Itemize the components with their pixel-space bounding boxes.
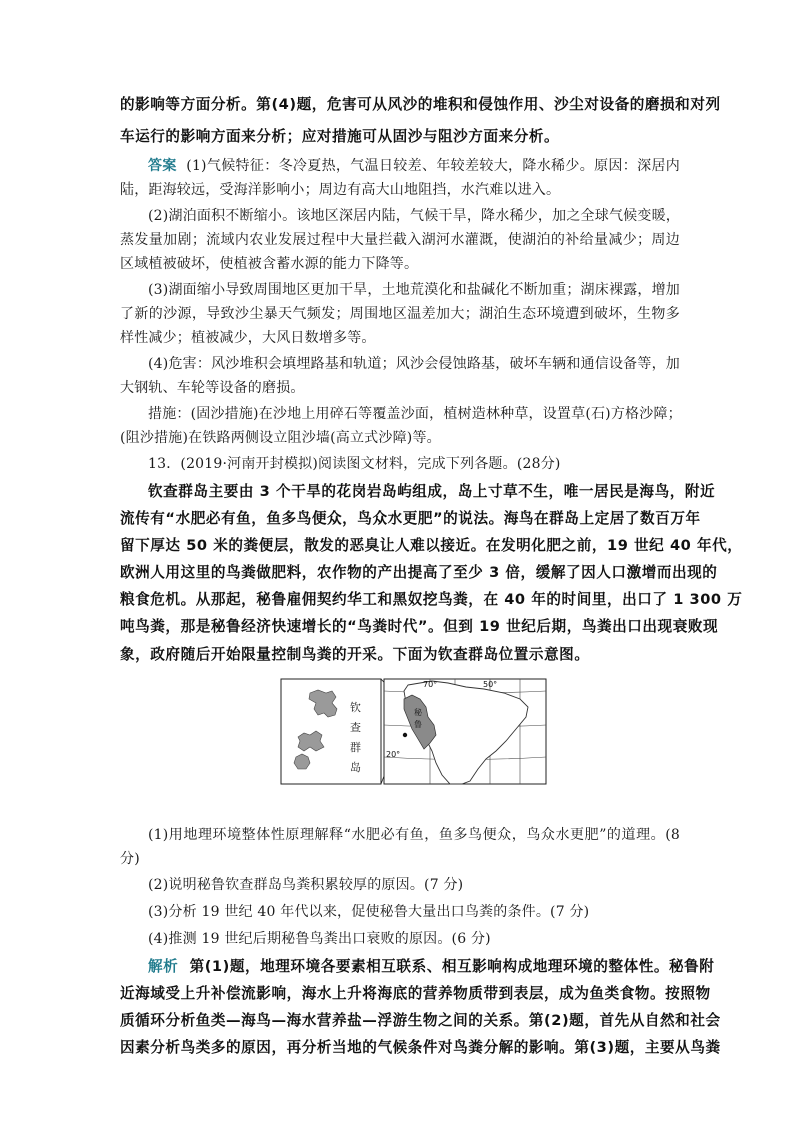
analysis-line-3: 质循环分析鱼类—海鸟—海水营养盐—浮游生物之间的关系。第(2)题，首先从自然和社会 [120, 1012, 721, 1029]
analysis-label: 解析 [148, 958, 179, 975]
chincha-islands-dot [403, 733, 407, 737]
answer-label: 答案 [148, 158, 177, 174]
answer-2-line-1: (2)湖泊面积不断缩小。该地区深居内陆，气候干旱，降水稀少，加之全球气候变暖， [148, 208, 680, 224]
lon-70-label: 70° [423, 680, 438, 689]
answer-line-2: 陆，距海较远，受海洋影响小；周边有高大山地阻挡，水汽难以进入。 [120, 182, 561, 198]
answer-2-line-3: 区域植被破坏，使植被含蓄水源的能力下降等。 [120, 256, 419, 272]
sub-question-4: (4)推测 19 世纪后期秘鲁鸟粪出口衰败的原因。(6 分) [148, 931, 491, 947]
inset-label-char-3: 群 [350, 741, 361, 754]
sub-question-1-line-2: 分) [120, 851, 140, 867]
sub-question-1-line-1: (1)用地理环境整体性原理解释“水肥必有鱼，鱼多鸟便众，鸟众水更肥”的道理。(8 [148, 827, 680, 843]
material-line-6: 吨鸟粪，那是秘鲁经济快速增长的“鸟粪时代”。但到 19 世纪后期，鸟粪出口出现衰败现 [120, 618, 719, 635]
answer-line-1 [148, 156, 680, 176]
inset-label-char-4: 岛 [350, 761, 361, 774]
answer-3-line-2: 了新的沙源，导致沙尘暴天气频发；周围地区温差加大；湖泊生态环境遭到破坏，生物多 [120, 306, 680, 322]
peru-label-char-2: 鲁 [414, 720, 422, 729]
material-line-4: 欧洲人用这里的鸟粪做肥料，农作物的产出提高了至少 3 倍，缓解了因人口激增而出现的 [120, 564, 718, 581]
lon-50-label: 50° [483, 680, 498, 689]
sub-question-3: (3)分析 19 世纪 40 年代以来，促使秘鲁大量出口鸟粪的条件。(7 分) [148, 904, 590, 920]
answer-4-line-1: (4)危害：风沙堆积会填埋路基和轨道；风沙会侵蚀路基，破坏车辆和通信设备等，加 [148, 356, 680, 372]
answer-3-line-3: 样性减少；植被减少，大风日数增多等。 [120, 330, 376, 346]
material-line-2: 流传有“水肥必有鱼，鱼多鸟便众，鸟众水更肥”的说法。海鸟在群岛上定居了数百万年 [120, 510, 701, 527]
peru-label-char-1: 秘 [414, 708, 422, 717]
material-line-1: 钦查群岛主要由 3 个干旱的花岗岩岛屿组成，岛上寸草不生，唯一居民是海鸟，附近 [148, 483, 716, 500]
material-line-5: 粮食危机。从那起，秘鲁雇佣契约华工和黑奴挖鸟粪，在 40 年的时间里，出口了 1 300 万 [120, 591, 743, 608]
answer-2-line-2: 蒸发量加剧；流域内农业发展过程中大量拦截入湖河水灌溉，使湖泊的补给量减少；周边 [120, 232, 680, 248]
answer-1-text: (1)气候特征：冬冷夏热，气温日较差、年较差较大，降水稀少。原因：深居内 [186, 158, 680, 174]
analysis-text-1: 第(1)题，地理环境各要素相互联系、相互影响构成地理环境的整体性。秘鲁附 [189, 958, 715, 975]
map-figure [280, 677, 548, 789]
analysis-line-4: 因素分析鸟类多的原因，再分析当地的气候条件对鸟粪分解的影响。第(3)题，主要从鸟粪 [120, 1039, 721, 1056]
intro-line-2: 车运行的影响方面来分析；应对措施可从固沙与阻沙方面来分析。 [120, 128, 560, 145]
chincha-islands-location-map [280, 677, 548, 789]
answer-5-line-1: 措施：(固沙措施)在沙地上用碎石等覆盖沙面，植树造林种草，设置草(石)方格沙障； [148, 406, 682, 422]
material-line-3: 留下厚达 50 米的粪便层，散发的恶臭让人难以接近。在发明化肥之前，19 世纪 40 年代， [120, 537, 743, 554]
inset-label-char-1: 钦 [350, 701, 361, 714]
analysis-line-1 [148, 957, 715, 977]
answer-3-line-1: (3)湖面缩小导致周围地区更加干旱，土地荒漠化和盐碱化不断加重；湖床裸露，增加 [148, 282, 680, 298]
inset-label-char-2: 查 [350, 721, 361, 734]
answer-5-line-2: (阻沙措施)在铁路两侧设立阻沙墙(高立式沙障)等。 [120, 430, 441, 446]
intro-line-1: 的影响等方面分析。第(4)题，危害可从风沙的堆积和侵蚀作用、沙尘对设备的磨损和对列 [120, 96, 721, 113]
sub-question-2: (2)说明秘鲁钦查群岛鸟粪积累较厚的原因。(7 分) [148, 877, 464, 893]
question-13-header: 13．(2019·河南开封模拟)阅读图文材料，完成下列各题。(28分) [148, 456, 561, 472]
material-line-7: 象，政府随后开始限量控制鸟粪的开采。下面为钦查群岛位置示意图。 [120, 646, 590, 663]
lat-20-label: 20° [386, 750, 401, 759]
answer-4-line-2: 大钢轨、车轮等设备的磨损。 [120, 380, 305, 396]
analysis-line-2: 近海域受上升补偿流影响，海水上升将海底的营养物质带到表层，成为鱼类食物。按照物 [120, 985, 711, 1002]
